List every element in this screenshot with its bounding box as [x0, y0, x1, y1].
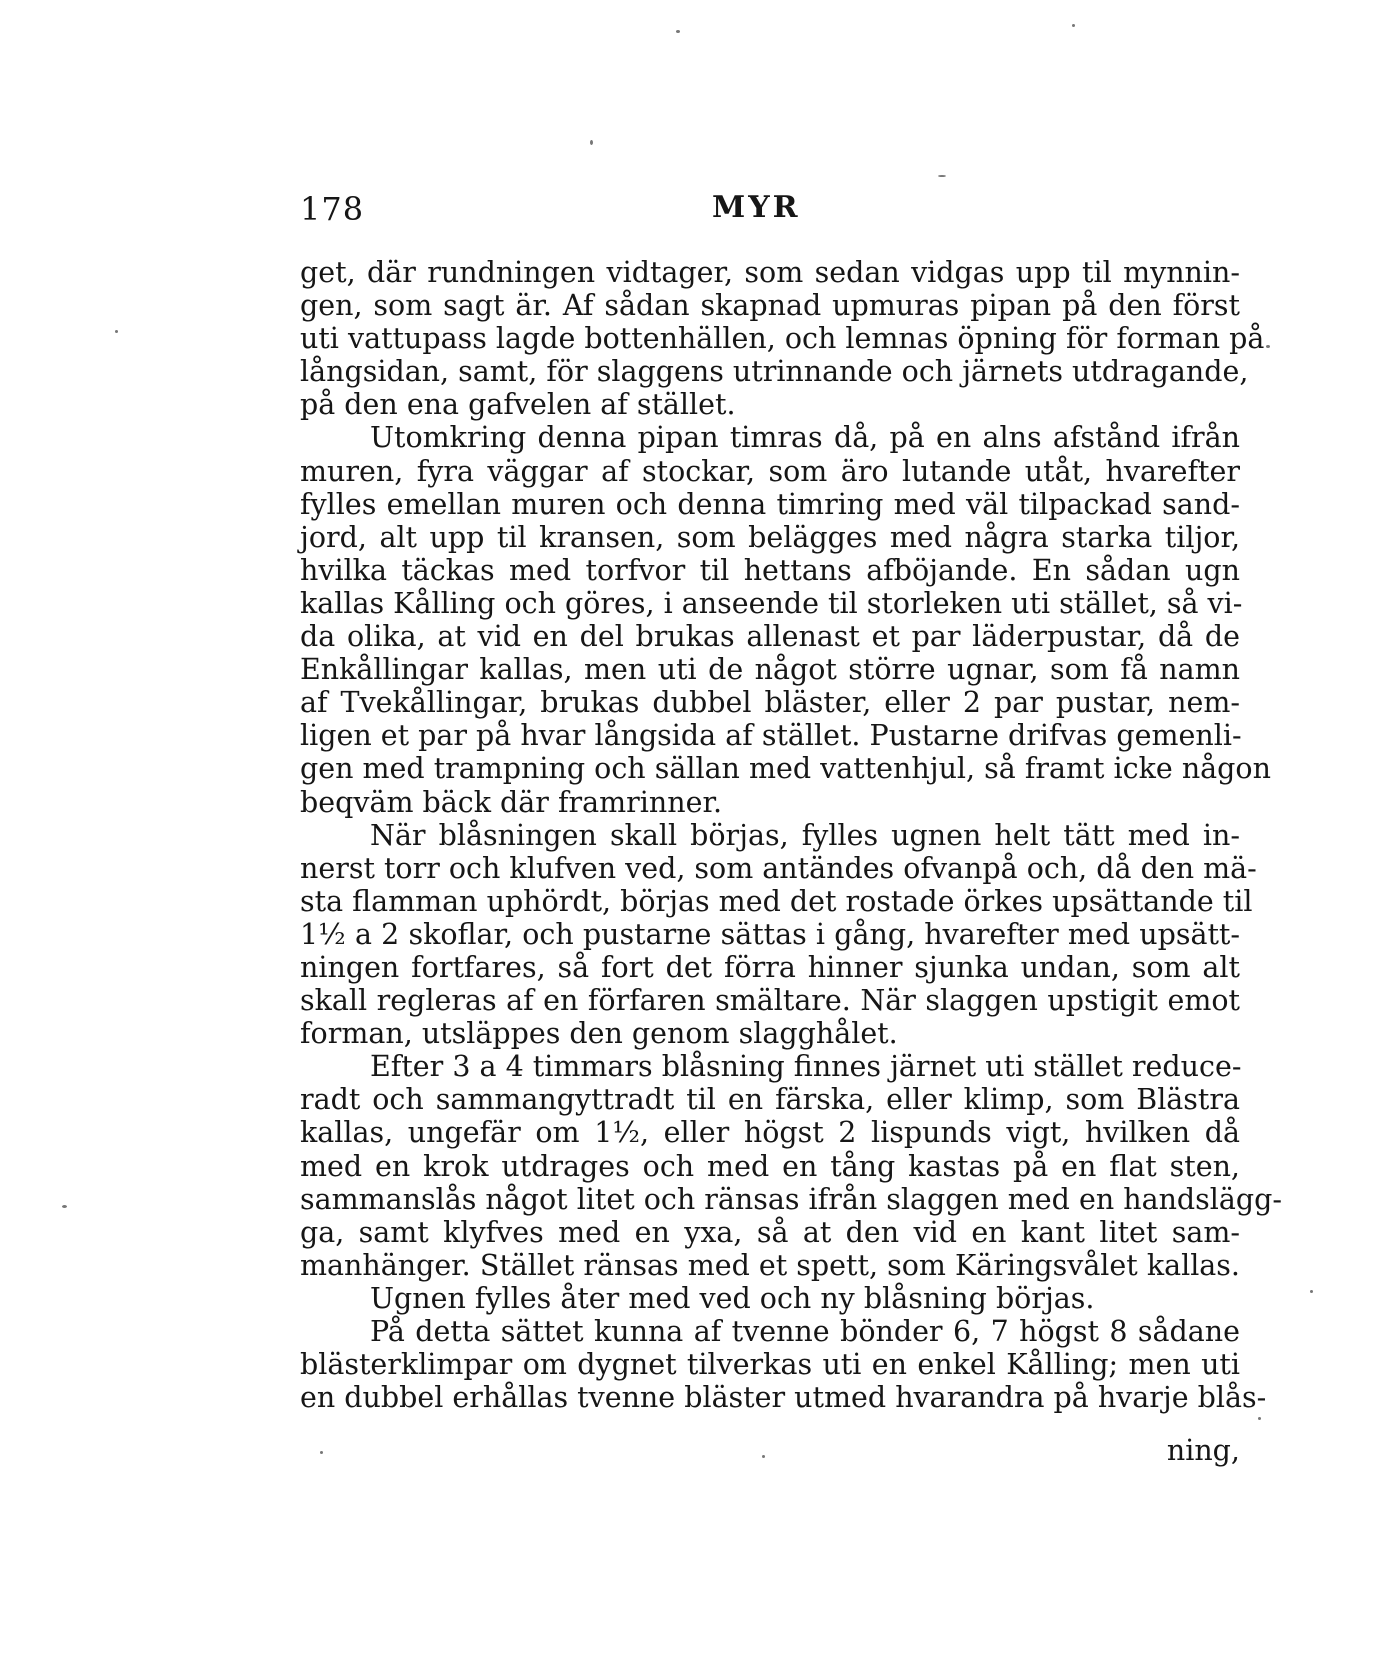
text-line: Enkållingar kallas, men uti de något större ugnar, som få namn [300, 653, 1240, 687]
text-line: beqväm bäck där framrinner. [300, 785, 723, 819]
text-line: jord, alt upp til kransen, som belägges med några starka tiljor, [300, 520, 1240, 554]
text-line: sammanslås något litet och ränsas ifrån slaggen med en handslägg- [300, 1182, 1283, 1216]
page-number: 178 [300, 190, 365, 228]
paper-speck [1266, 345, 1270, 348]
text-line: get, där rundningen vidtager, som sedan vidgas upp til mynnin- [300, 256, 1240, 289]
text-line: med en krok utdrages och med en tång kastas på en flat sten, [300, 1149, 1240, 1183]
text-line: uti vattupass lagde bottenhällen, och lemnas öpning för forman på [300, 322, 1265, 356]
paper-speck [590, 140, 593, 145]
text-line: fylles emellan muren och denna timring med väl tilpackad sand- [300, 487, 1240, 521]
text-line: ligen et par på hvar långsida af stället. Pustarne drifvas gemenli- [300, 719, 1242, 753]
catchword: ning, [1166, 1434, 1240, 1467]
paper-speck [1258, 1417, 1261, 1420]
text-line: kallas, ungefär om 1½, eller högst 2 lispunds vigt, hvilken då [300, 1116, 1240, 1150]
paper-speck [62, 1205, 67, 1208]
text-line: långsidan, samt, för slaggens utrinnande och järnets utdragande, [300, 355, 1249, 389]
text-line: på den ena gafvelen af stället. [300, 388, 736, 422]
text-line: skall regleras af en förfaren smältare. När slaggen upstigit emot [300, 984, 1240, 1018]
text-line: af Tvekållingar, brukas dubbel bläster, eller 2 par pustar, nem- [300, 686, 1240, 720]
paper-speck [938, 175, 946, 177]
text-line: manhänger. Stället ränsas med et spett, som Käringsvålet kallas. [300, 1248, 1240, 1282]
text-line: muren, fyra väggar af stockar, som äro lutande utåt, hvarefter [300, 454, 1240, 488]
text-line: da olika, at vid en del brukas allenast et par läderpustar, då de [300, 620, 1240, 654]
page-header [300, 190, 1240, 234]
paper-speck [320, 1451, 323, 1454]
text-line: ningen fortfares, så fort det förra hinner sjunka undan, som alt [300, 950, 1240, 984]
text-line: kallas Kålling och göres, i anseende til storleken uti stället, så vi- [300, 586, 1243, 620]
text-line: blästerklimpar om dygnet tilverkas uti en enkel Kålling; men uti [300, 1348, 1240, 1382]
text-line: en dubbel erhållas tvenne bläster utmed hvarandra på hvarje blås- [300, 1381, 1267, 1415]
text-line: När blåsningen skall börjas, fylles ugnen helt tätt med in- [370, 818, 1240, 852]
text-line: sta flamman uphördt, börjas med det rostade örkes upsättande til [300, 884, 1253, 918]
paper-speck [115, 330, 118, 333]
text-line: ga, samt klyfves med en yxa, så at den vid en kant litet sam- [300, 1215, 1240, 1249]
text-line: gen med trampning och sällan med vattenhjul, så framt icke någon [300, 752, 1271, 786]
text-line: gen, som sagt är. Af sådan skapnad upmuras pipan på den först [300, 289, 1240, 323]
paper-speck [676, 30, 680, 33]
text-line: Ugnen fylles åter med ved och ny blåsning börjas. [370, 1281, 1095, 1315]
text-line: forman, utsläppes den genom slagghålet. [300, 1017, 898, 1051]
body-text [300, 256, 1283, 1415]
text-line: Utomkring denna pipan timras då, på en alns afstånd ifrån [370, 421, 1240, 455]
paper-speck [1072, 24, 1075, 27]
text-line: 1½ a 2 skoflar, och pustarne sättas i gång, hvarefter med upsätt- [300, 917, 1240, 951]
paper-speck [762, 1455, 765, 1458]
text-line: På detta sättet kunna af tvenne bönder 6, 7 högst 8 sådane [370, 1315, 1240, 1348]
text-line: radt och sammangyttradt til en färska, eller klimp, som Blästra [300, 1083, 1240, 1117]
text-line: nerst torr och klufven ved, som antändes ofvanpå och, då den mä- [300, 851, 1257, 885]
running-head: MYR [712, 190, 801, 225]
text-line: hvilka täckas med torfvor til hettans afböjande. En sådan ugn [300, 553, 1240, 587]
paper-speck [1310, 1290, 1313, 1293]
text-line: Efter 3 a 4 timmars blåsning finnes järnet uti stället reduce- [370, 1050, 1242, 1084]
